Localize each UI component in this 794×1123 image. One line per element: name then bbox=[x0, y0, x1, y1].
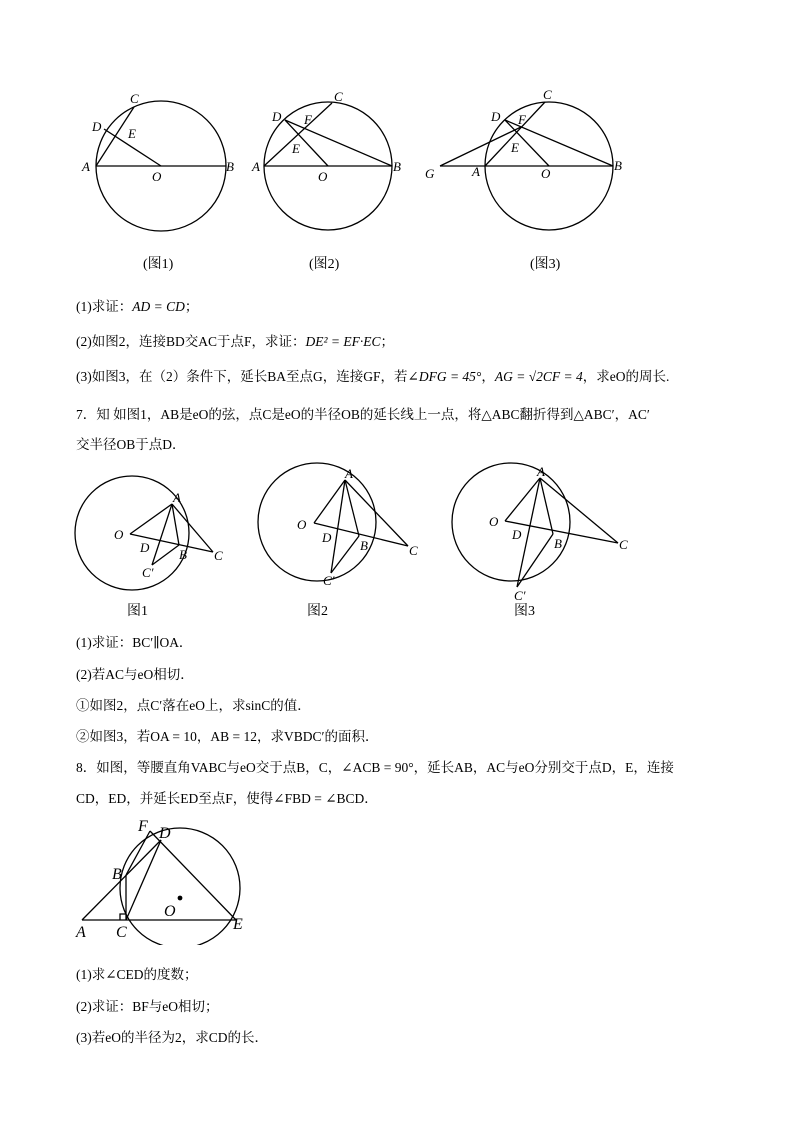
fig3-label-o: O bbox=[541, 166, 551, 181]
q8-center-dot bbox=[178, 896, 183, 901]
q7-fig2-label-c2: C′ bbox=[323, 573, 335, 588]
q7-fig3-ac bbox=[540, 478, 618, 543]
q7-fig1-label-a: A bbox=[173, 490, 181, 505]
fig2-label-a: A bbox=[252, 159, 260, 174]
q6-part-1 bbox=[76, 298, 198, 316]
q7-fig1-oa bbox=[130, 504, 172, 534]
q6-part-2-end: ； bbox=[380, 334, 395, 349]
q7-fig1-label-d: D bbox=[140, 540, 150, 555]
q7-fig3-caption: 图3 bbox=[514, 604, 535, 619]
q7-part-2: (2)若AC与eO相切． bbox=[76, 667, 194, 682]
q8-stem-line-2: CD，ED，并延长ED至点F，使得∠FBD = ∠BCD． bbox=[76, 791, 378, 806]
fig1-label-e: E bbox=[128, 126, 136, 141]
q7-stem-line-1: 7．知 如图1，AB是eO的弦，点C是eO的半径OB的延长线上一点，将△ABC翻折得到△ABC′，AC′ bbox=[76, 407, 650, 422]
q6-figure-2 bbox=[251, 89, 401, 230]
fig3-label-d: D bbox=[491, 109, 501, 124]
q6-part-3-math-2: AG = √2CF = 4 bbox=[494, 369, 583, 384]
q8-label-a: A bbox=[76, 924, 86, 941]
q7-fig2-label-c: C bbox=[409, 543, 418, 558]
fig2-label-c: C bbox=[334, 89, 343, 104]
q7-fig3-label-a: A bbox=[537, 464, 545, 479]
q8-label-c: C bbox=[116, 924, 127, 941]
q6-part-2 bbox=[76, 333, 394, 351]
q7-fig3-label-o: O bbox=[489, 514, 499, 529]
q7-fig3-label-c: C bbox=[619, 537, 628, 552]
q7-fig1-ac2 bbox=[152, 504, 172, 565]
q7-fig2-label-d: D bbox=[322, 530, 332, 545]
fig1-label-b: B bbox=[226, 159, 234, 174]
q7-figures bbox=[0, 460, 794, 625]
fig3-label-e: E bbox=[511, 140, 519, 155]
q6-figures bbox=[0, 0, 794, 280]
q7-fig1-label-c: C bbox=[214, 548, 223, 563]
q7-fig3-oa bbox=[505, 478, 540, 521]
q7-fig2-ac bbox=[345, 480, 408, 546]
q7-fig2-label-a: A bbox=[345, 466, 353, 481]
q8-stem-line-1: 8．如图，等腰直角VABC与eO交于点B，C，∠ACB = 90°，延长AB，AC与eO分别交于点D，E，连接 bbox=[76, 760, 674, 775]
q6-part-2-text: (2)如图2，连接BD交AC于点F，求证： bbox=[76, 334, 306, 349]
q8-figure bbox=[0, 815, 794, 945]
q7-fig2-circle bbox=[258, 463, 376, 581]
q7-fig1-caption: 图1 bbox=[127, 604, 148, 619]
q8-right-angle-mark bbox=[120, 914, 126, 920]
q8-line-bf bbox=[126, 831, 150, 875]
q7-fig1-label-c2: C′ bbox=[142, 565, 154, 580]
q6-part-3-math-1: ∠DFG = 45° bbox=[407, 369, 482, 384]
q8-label-o: O bbox=[164, 903, 176, 920]
q8-label-f: F bbox=[138, 818, 148, 835]
fig2-label-f: F bbox=[304, 112, 312, 127]
q8-part-2: (2)求证：BF与eO相切； bbox=[76, 999, 219, 1014]
q7-fig2-ab bbox=[345, 480, 359, 536]
q6-part-3-text-c: ，求eO的周长. bbox=[582, 369, 670, 384]
fig2-caption: (图2) bbox=[309, 257, 340, 272]
fig3-label-f: F bbox=[518, 112, 526, 127]
q8-part-3: (3)若eO的半径为2，求CD的长． bbox=[76, 1030, 268, 1045]
fig1-label-a: A bbox=[82, 159, 90, 174]
q8-label-e: E bbox=[233, 916, 243, 933]
q7-fig2-ac2 bbox=[331, 480, 345, 573]
q7-fig3-label-c2: C′ bbox=[514, 588, 526, 603]
fig2-label-o: O bbox=[318, 169, 328, 184]
q6-part-3-text-b: ， bbox=[481, 369, 495, 384]
q7-fig1-label-o: O bbox=[114, 527, 124, 542]
fig2-label-d: D bbox=[272, 109, 282, 124]
fig1-caption: (图1) bbox=[143, 257, 174, 272]
q7-stem-line-2: 交半径OB于点D． bbox=[76, 437, 186, 452]
q7-fig2-caption: 图2 bbox=[307, 604, 328, 619]
q7-fig1-bc2 bbox=[152, 545, 179, 565]
q7-part-2a: ①如图2，点C′落在eO上，求sinC的值． bbox=[76, 698, 311, 713]
q8-label-d: D bbox=[159, 825, 171, 842]
q7-figure-1 bbox=[75, 476, 223, 590]
fig1-label-o: O bbox=[152, 169, 162, 184]
q8-circle bbox=[120, 828, 240, 945]
q7-part-2b: ②如图3，若OA = 10，AB = 12，求VBDC′的面积． bbox=[76, 729, 379, 744]
fig1-label-c: C bbox=[130, 91, 139, 106]
fig1-label-d: D bbox=[92, 119, 102, 134]
fig2-chord-bd bbox=[285, 120, 392, 166]
q6-part-1-text: (1)求证： bbox=[76, 299, 133, 314]
fig2-label-e: E bbox=[292, 141, 300, 156]
q6-part-3 bbox=[76, 368, 669, 386]
q6-part-3-text-a: (3)如图3，在（2）条件下，延长BA至点G，连接GF，若 bbox=[76, 369, 408, 384]
fig3-label-a: A bbox=[472, 164, 480, 179]
q8-part-1: (1)求∠CED的度数； bbox=[76, 967, 198, 982]
q7-fig3-label-b: B bbox=[554, 536, 562, 551]
q6-part-1-math: AD = CD bbox=[132, 299, 185, 314]
fig3-caption: (图3) bbox=[530, 257, 561, 272]
fig2-label-b: B bbox=[393, 159, 401, 174]
fig3-label-b: B bbox=[614, 158, 622, 173]
q7-part-1: (1)求证：BC′∥OA． bbox=[76, 635, 193, 650]
fig3-label-g: G bbox=[425, 166, 435, 181]
q6-figure-3 bbox=[425, 87, 622, 230]
q6-part-1-end: ； bbox=[184, 299, 199, 314]
q7-figure-3 bbox=[452, 463, 628, 603]
q7-fig3-label-d: D bbox=[512, 527, 522, 542]
fig3-label-c: C bbox=[543, 87, 552, 102]
q7-fig2-oa bbox=[314, 480, 345, 523]
q7-fig1-label-b: B bbox=[179, 547, 187, 562]
q8-label-b: B bbox=[112, 866, 122, 883]
q8-line-fe bbox=[150, 831, 236, 920]
q7-figure-2 bbox=[258, 463, 418, 588]
q7-fig2-label-b: B bbox=[360, 538, 368, 553]
q6-figure-1 bbox=[81, 91, 234, 231]
q6-part-2-math: DE² = EF·EC bbox=[305, 334, 381, 349]
q7-fig2-label-o: O bbox=[297, 517, 307, 532]
fig3-segment-gf bbox=[440, 127, 521, 166]
